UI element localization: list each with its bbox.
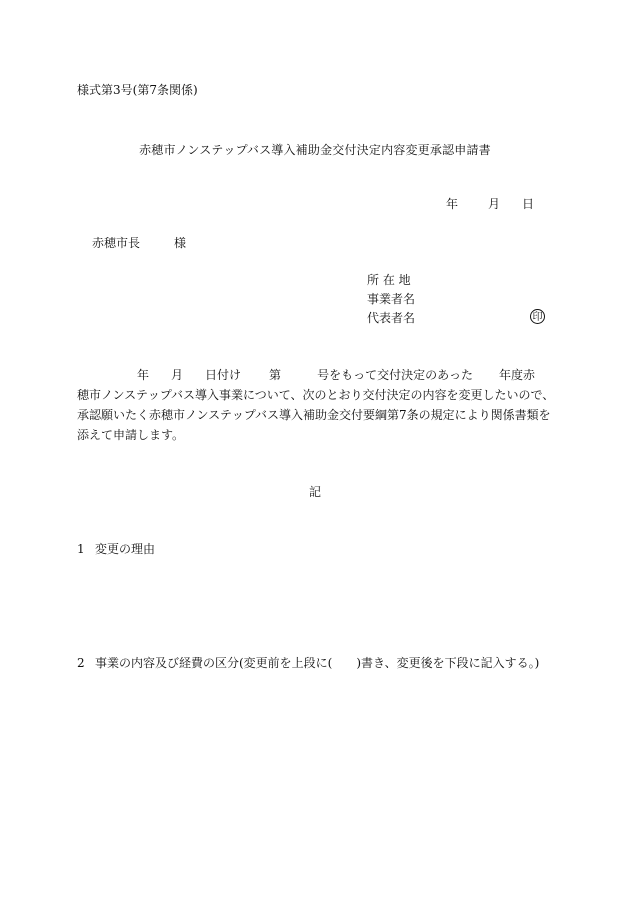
document-title: 赤穂市ノンステップバス導入補助金交付決定内容変更承認申請書 xyxy=(139,143,491,157)
item-text: 事業の内容及び経費の区分(変更前を上段に( )書き、変更後を下段に記入する。) xyxy=(95,656,540,670)
item-text: 変更の理由 xyxy=(95,542,156,556)
date-line xyxy=(446,196,534,212)
body-line-1: 年 月 日付け 第 号をもって交付決定のあった 年度赤 xyxy=(137,368,535,382)
body-line-4: 添えて申請します。 xyxy=(77,428,185,442)
applicant-representative-label: 代表者名 xyxy=(367,311,416,325)
date-month-label: 月 xyxy=(488,197,501,211)
applicant-company-label: 事業者名 xyxy=(367,292,416,306)
item-number: 2 xyxy=(77,656,85,670)
addressee-name: 赤穂市長 xyxy=(92,236,141,250)
item-number: 1 xyxy=(77,542,85,556)
ki-heading: 記 xyxy=(308,485,321,499)
date-day-label: 日 xyxy=(522,197,535,211)
body-paragraph xyxy=(77,365,555,445)
date-year-label: 年 xyxy=(446,197,459,211)
body-line-3: 承認願いたく赤穂市ノンステップバス導入補助金交付要綱第7条の規定により関係書類を xyxy=(77,408,551,422)
seal-icon: 印 xyxy=(530,309,545,324)
body-line-2: 穂市ノンステップバス導入事業について、次のとおり交付決定の内容を変更したいので、 xyxy=(77,388,555,402)
addressee-honorific: 様 xyxy=(174,236,187,250)
item-change-reason xyxy=(77,541,155,557)
form-number: 様式第3号(第7条関係) xyxy=(77,83,198,97)
applicant-address-label: 所 在 地 xyxy=(367,273,411,287)
item-content-and-costs xyxy=(77,655,539,671)
addressee xyxy=(92,235,186,251)
